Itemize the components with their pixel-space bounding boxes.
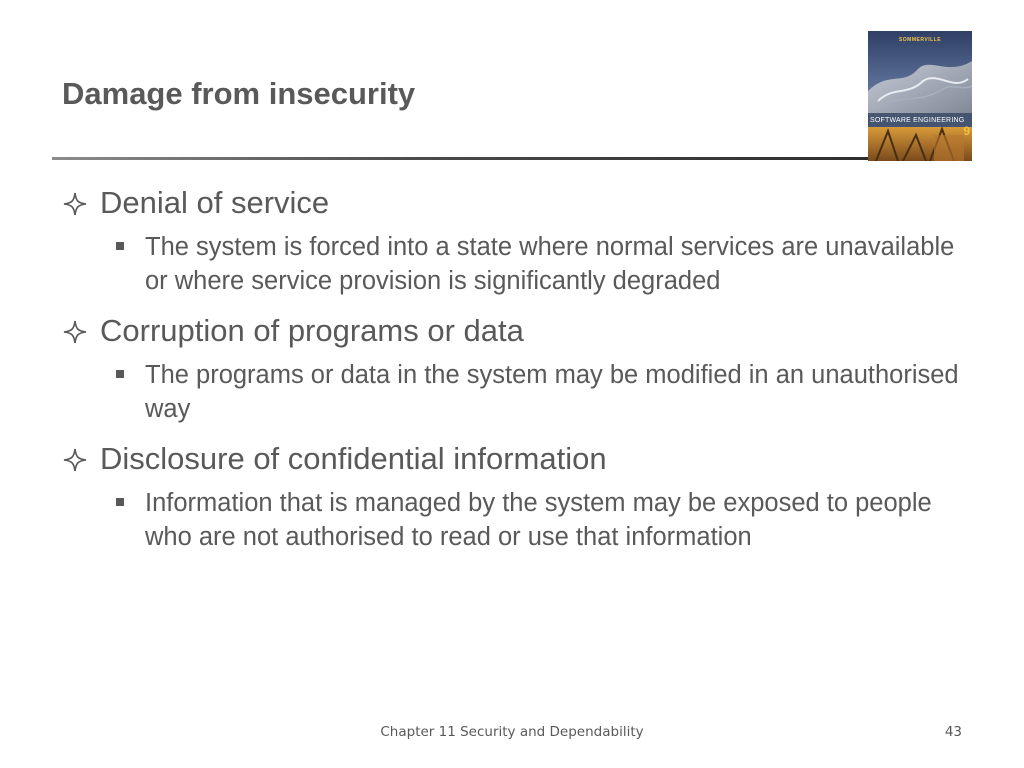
- square-bullet-icon: [116, 498, 124, 506]
- bullet-detail: [108, 486, 962, 554]
- cover-author: SOMMERVILLE: [898, 37, 942, 43]
- book-cover-image: [868, 31, 972, 161]
- bullet-detail-text: The system is forced into a state where normal services are unavailable or where service provision is significantly degraded: [145, 233, 955, 295]
- footer-chapter: Chapter 11 Security and Dependability: [380, 724, 644, 740]
- bullet-detail-text: The programs or data in the system may be modified in an unauthorised way: [145, 361, 959, 423]
- cover-edition: 9: [963, 124, 970, 138]
- bullet-detail-text: Information that is managed by the system may be exposed to people who are not authorised to read or use that information: [145, 489, 932, 551]
- page-number: 43: [944, 724, 962, 740]
- cover-title: SOFTWARE ENGINEERING: [870, 117, 965, 124]
- bullet-heading-text: Disclosure of confidential information: [100, 441, 607, 476]
- slide-title: Damage from insecurity: [62, 76, 416, 111]
- cover-artwork: [868, 31, 972, 161]
- four-point-star-icon: [62, 447, 88, 473]
- bullet-heading-text: Denial of service: [100, 185, 330, 220]
- bullet-detail: [108, 358, 962, 426]
- four-point-star-icon: [62, 319, 88, 345]
- slide-body: [62, 184, 962, 554]
- four-point-star-icon: [62, 191, 88, 217]
- bullet-heading: [62, 312, 962, 350]
- bullet-heading: [62, 440, 962, 478]
- bullet-heading: [62, 184, 962, 222]
- bullet-detail: [108, 230, 962, 298]
- title-divider: [52, 157, 872, 160]
- square-bullet-icon: [116, 242, 124, 250]
- bullet-heading-text: Corruption of programs or data: [100, 313, 524, 348]
- square-bullet-icon: [116, 370, 124, 378]
